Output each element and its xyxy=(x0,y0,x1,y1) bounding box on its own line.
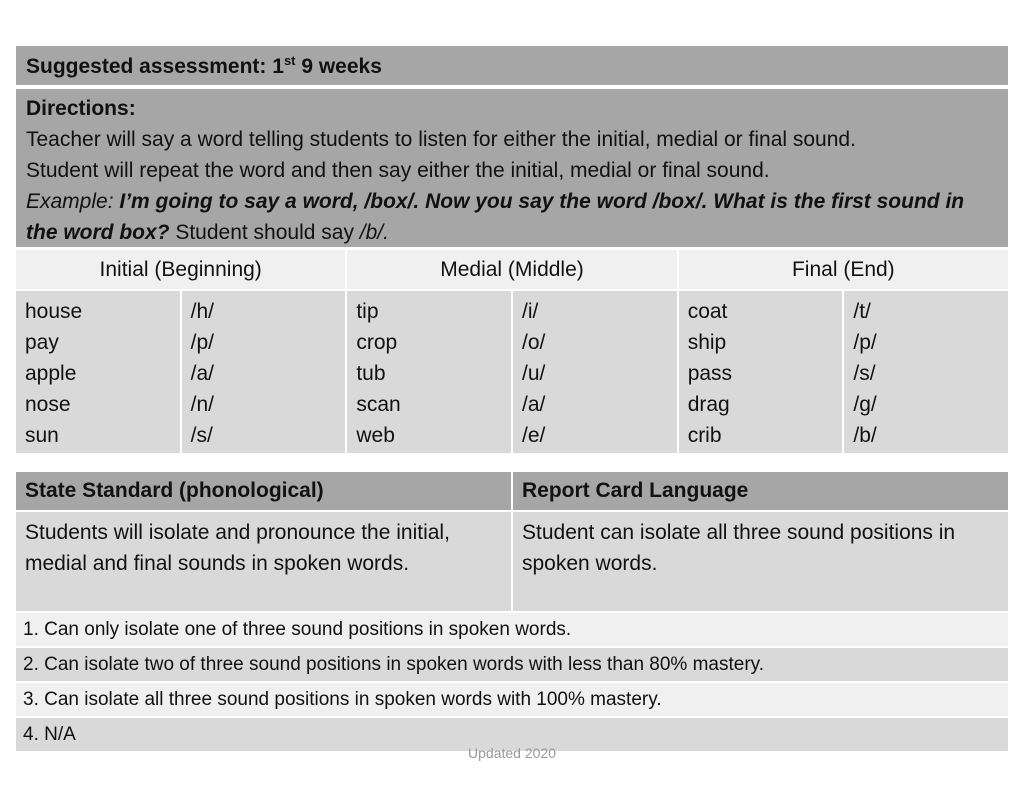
sound-cell: /g/ xyxy=(853,393,877,416)
sound-cell: /e/ xyxy=(522,424,546,447)
mastery-level-2: 2. Can isolate two of three sound positions in spoken words with less than 80% mastery. xyxy=(16,648,1008,681)
sound-table-header xyxy=(16,250,1008,289)
medial-words-column xyxy=(347,291,513,453)
word-cell: apple xyxy=(25,362,77,385)
state-standard-text: Students will isolate and pronounce the initial, medial and final sounds in spoken words. xyxy=(16,512,513,611)
sound-cell: /p/ xyxy=(853,331,877,354)
header-report-card: Report Card Language xyxy=(513,472,1008,510)
initial-words-column xyxy=(16,291,182,453)
directions-panel xyxy=(16,89,1008,247)
medial-sounds-column xyxy=(513,291,679,453)
assessment-header xyxy=(16,46,1008,85)
header-medial: Medial (Middle) xyxy=(347,250,678,289)
mastery-level-1: 1. Can only isolate one of three sound positions in spoken words. xyxy=(16,613,1008,646)
word-cell: crop xyxy=(356,331,398,354)
report-card-text: Student can isolate all three sound positions in spoken words. xyxy=(513,512,1008,611)
directions-example xyxy=(26,186,998,248)
standard-table-header xyxy=(16,472,1008,510)
example-answer: /b/. xyxy=(359,221,389,244)
word-cell: coat xyxy=(687,300,728,323)
example-tail: Student should say xyxy=(169,221,360,244)
final-sounds-column xyxy=(844,291,1008,453)
sound-cell: /p/ xyxy=(190,331,215,354)
header-final: Final (End) xyxy=(679,250,1008,289)
word-cell: tip xyxy=(356,300,379,323)
directions-line-2: Student will repeat the word and then say either the initial, medial or final sound. xyxy=(26,159,770,182)
sound-cell: /a/ xyxy=(190,362,215,385)
directions-label: Directions: xyxy=(26,97,136,120)
word-cell: ship xyxy=(687,331,727,354)
word-cell: crib xyxy=(687,424,722,447)
word-cell: pay xyxy=(25,331,59,354)
sound-cell: /s/ xyxy=(190,424,213,447)
example-bold-text: I’m going to say a word, /box/. Now you say the word /box/. What is the first sound in the word box? xyxy=(26,190,965,244)
mastery-level-4: 4. N/A xyxy=(16,718,1008,751)
initial-sounds-column xyxy=(182,291,348,453)
footer-updated: Updated 2020 xyxy=(468,745,556,761)
word-cell: house xyxy=(25,300,83,323)
sound-table-body xyxy=(16,291,1008,453)
standard-table xyxy=(16,472,1008,753)
example-label: Example: xyxy=(26,190,120,213)
directions-line-1: Teacher will say a word telling students to listen for either the initial, medial or final sound. xyxy=(26,128,856,151)
final-words-column xyxy=(679,291,845,453)
sound-cell: /n/ xyxy=(190,393,215,416)
header-initial: Initial (Beginning) xyxy=(16,250,347,289)
standard-table-body xyxy=(16,512,1008,611)
sound-cell: /b/ xyxy=(853,424,877,447)
word-cell: sun xyxy=(25,424,59,447)
word-cell: pass xyxy=(687,362,733,385)
mastery-level-3: 3. Can isolate all three sound positions in spoken words with 100% mastery. xyxy=(16,683,1008,716)
sound-cell: /a/ xyxy=(522,393,546,416)
sound-cell: /h/ xyxy=(190,300,215,323)
header-state-standard: State Standard (phonological) xyxy=(16,472,513,510)
assessment-title: Suggested assessment: 1st 9 weeks xyxy=(26,52,382,78)
word-cell: nose xyxy=(25,393,71,416)
sound-cell: /u/ xyxy=(522,362,546,385)
word-cell: tub xyxy=(356,362,386,385)
sound-cell: /s/ xyxy=(853,362,876,385)
sound-cell: /i/ xyxy=(522,300,539,323)
sound-cell: /t/ xyxy=(853,300,871,323)
word-cell: scan xyxy=(356,393,401,416)
word-cell: web xyxy=(356,424,395,447)
word-cell: drag xyxy=(687,393,730,416)
sound-cell: /o/ xyxy=(522,331,546,354)
sound-table xyxy=(16,250,1008,453)
